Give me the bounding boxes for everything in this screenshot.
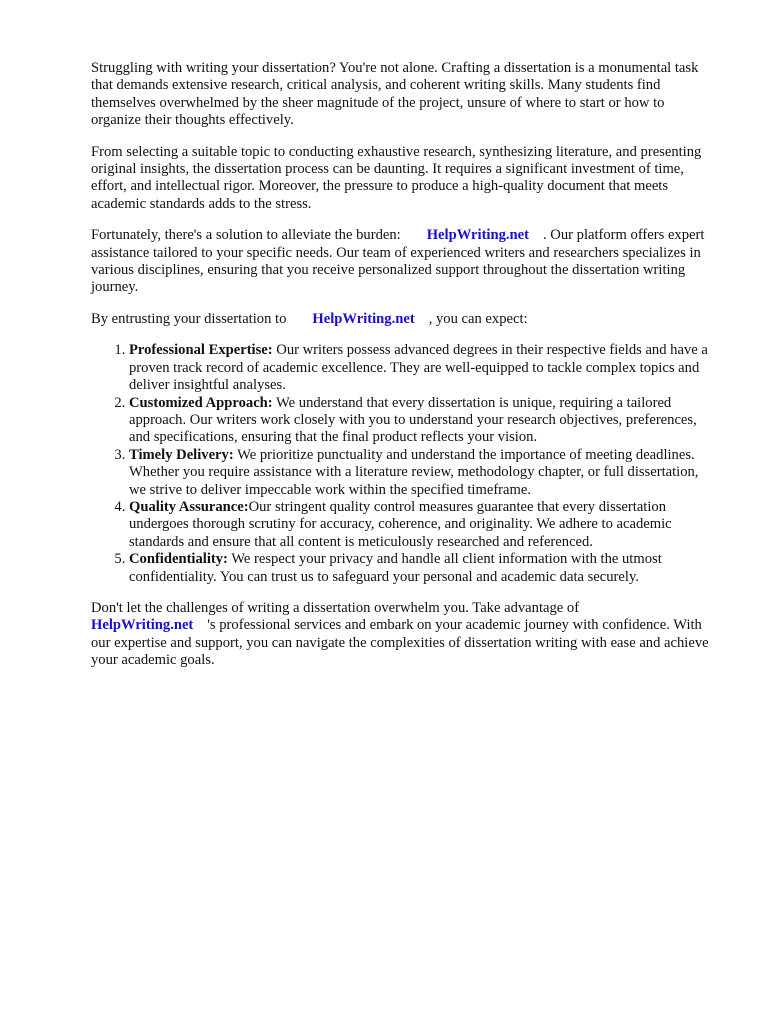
helpwriting-link-2[interactable]: HelpWriting.net xyxy=(312,310,415,327)
list-item-title: Timely Delivery: xyxy=(129,446,234,463)
list-item-title: Professional Expertise: xyxy=(129,342,273,359)
paragraph-entrusting-text-after: , you can expect: xyxy=(428,310,528,327)
paragraph-entrusting-text-before: By entrusting your dissertation to xyxy=(91,310,287,327)
list-item-text: We prioritize punctuality and understand the importance of meeting deadlines. Whether you require assistance with a literature review, methodology chapter, or full dissertation, we strive to deliver impeccable work within the specified timeframe. xyxy=(129,446,699,498)
list-item xyxy=(129,342,716,394)
helpwriting-link-3[interactable]: HelpWriting.net xyxy=(91,617,194,634)
list-item-title: Quality Assurance: xyxy=(129,498,249,515)
list-item xyxy=(129,499,716,551)
list-item-title: Confidentiality: xyxy=(129,551,228,568)
helpwriting-link-1[interactable]: HelpWriting.net xyxy=(426,227,529,244)
paragraph-closing xyxy=(91,600,716,670)
list-item-text: Our stringent quality control measures guarantee that every dissertation undergoes thorough scrutiny for accuracy, coherence, and originality. We adhere to academic standards and ensure that all content is meticulously researched and referenced. xyxy=(129,498,672,550)
paragraph-entrusting xyxy=(91,311,716,328)
paragraph-solution xyxy=(91,227,716,297)
benefits-list xyxy=(91,342,716,586)
list-item xyxy=(129,551,716,586)
document-page xyxy=(91,60,716,684)
list-item-text: Our writers possess advanced degrees in their respective fields and have a proven track record of academic excellence. They are well-equipped to tackle complex topics and deliver insightful analyses. xyxy=(129,342,708,394)
paragraph-closing-text-after: 's professional services and embark on your academic journey with confidence. With our expertise and support, you can navigate the complexities of dissertation writing with ease and achieve your academic goals. xyxy=(91,617,709,669)
list-item xyxy=(129,395,716,447)
paragraph-closing-text-before: Don't let the challenges of writing a dissertation overwhelm you. Take advantage of xyxy=(91,599,580,616)
paragraph-intro: Struggling with writing your dissertation? You're not alone. Crafting a dissertation is a monumental task that demands extensive research, critical analysis, and coherent writing skills. Many students find themselves overwhelmed by the sheer magnitude of the project, unsure of where to start or how to organize their thoughts effectively. xyxy=(91,60,699,129)
list-item-title: Customized Approach: xyxy=(129,394,273,411)
list-item-text: We respect your privacy and handle all client information with the utmost confidentiality. You can trust us to safeguard your personal and academic data securely. xyxy=(129,551,662,585)
list-item xyxy=(129,447,716,499)
paragraph-process: From selecting a suitable topic to conducting exhaustive research, synthesizing literature, and presenting original insights, the dissertation process can be daunting. It requires a significant investment of time, effort, and intellectual rigor. Moreover, the pressure to produce a high-quality document that meets academic standards adds to the stress. xyxy=(91,143,702,212)
paragraph-solution-text-after: . Our platform offers expert assistance tailored to your specific needs. Our team of experienced writers and researchers specializes in various disciplines, ensuring that you receive personalized support throughout the dissertation writing journey. xyxy=(91,227,705,296)
paragraph-solution-text-before: Fortunately, there's a solution to alleviate the burden: xyxy=(91,227,401,244)
list-item-text: We understand that every dissertation is unique, requiring a tailored approach. Our writers work closely with you to understand your research objectives, preferences, and specifications, ensuring that the final product reflects your vision. xyxy=(129,394,697,446)
